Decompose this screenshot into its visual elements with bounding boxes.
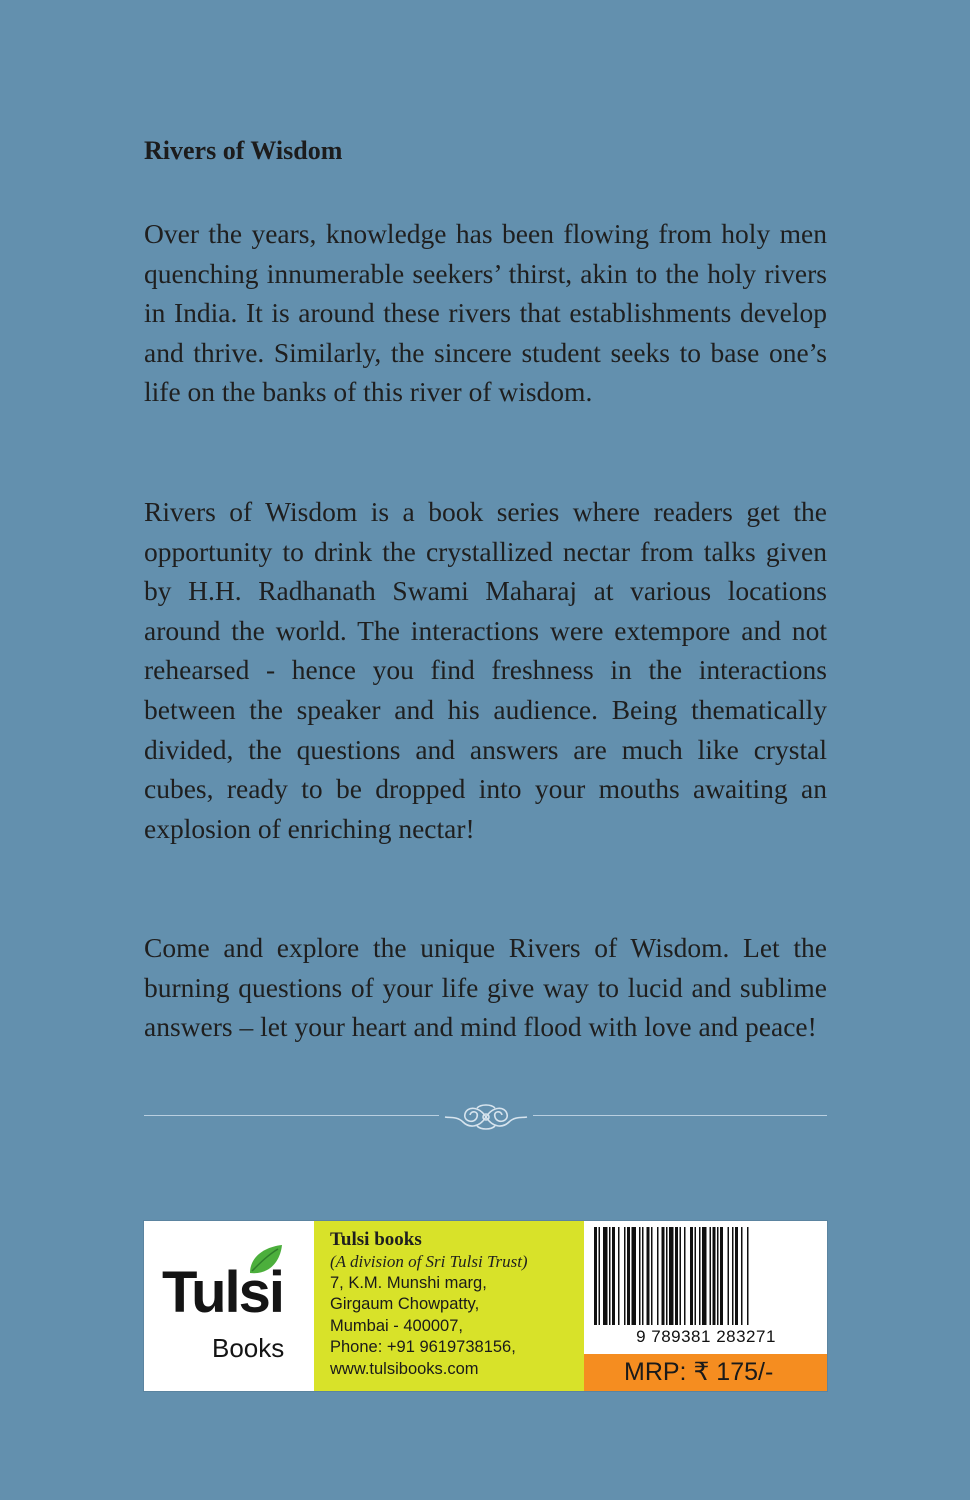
phone-line: Phone: +91 9619738156, [330,1338,516,1357]
publisher-address-panel [314,1221,584,1391]
blurb-paragraph-1: Over the years, knowledge has been flowing from holy men quenching innumerable seekers’ thirst, akin to the holy rivers in India. It is around these rivers that establishments develop and thrive. Similarly, the sincere student seeks to base one’s life on the banks of this river of wisdom. [144,218,827,408]
address-line: Mumbai - 400007, [330,1316,463,1335]
isbn-digits: 9 789381 283271 [636,1327,776,1346]
address-line: 7, K.M. Munshi marg, [330,1274,487,1292]
price-label: MRP: ₹ 175/- [584,1354,827,1391]
flourish-ornament-icon [419,1100,553,1134]
barcode-icon [592,1227,820,1327]
publisher-name: Tulsi books [330,1229,422,1250]
blurb-paragraph-3: Come and explore the unique Rivers of Wisdom. Let the burning questions of your life give way to lucid and sublime answers – let your heart and mind flood with love and peace! [144,932,827,1043]
address-line: Girgaum Chowpatty, [330,1295,480,1314]
barcode-panel [584,1221,827,1391]
blurb-paragraph-2: Rivers of Wisdom is a book series where readers get the opportunity to drink the crystallized nectar from talks given by H.H. Radhanath Swami Maharaj at various locations around the world. The interactions were extempore and not rehearsed - hence you find freshness in the interactions between the speaker and his audience. Being thematically divided, the questions and answers are much like crystal cubes, ready to be dropped into your mouths awaiting an explosion of enriching nectar! [144,496,827,844]
ornamental-divider [144,1100,827,1134]
logo-wordmark: Tulsi [162,1260,284,1325]
book-title-heading: Rivers of Wisdom [144,136,343,165]
publisher-logo [144,1221,314,1391]
logo-subtitle: Books [212,1333,285,1363]
publisher-info-box [144,1221,827,1391]
website-line: www.tulsibooks.com [330,1359,479,1378]
publisher-division: (A division of Sri Tulsi Trust) [330,1252,528,1271]
